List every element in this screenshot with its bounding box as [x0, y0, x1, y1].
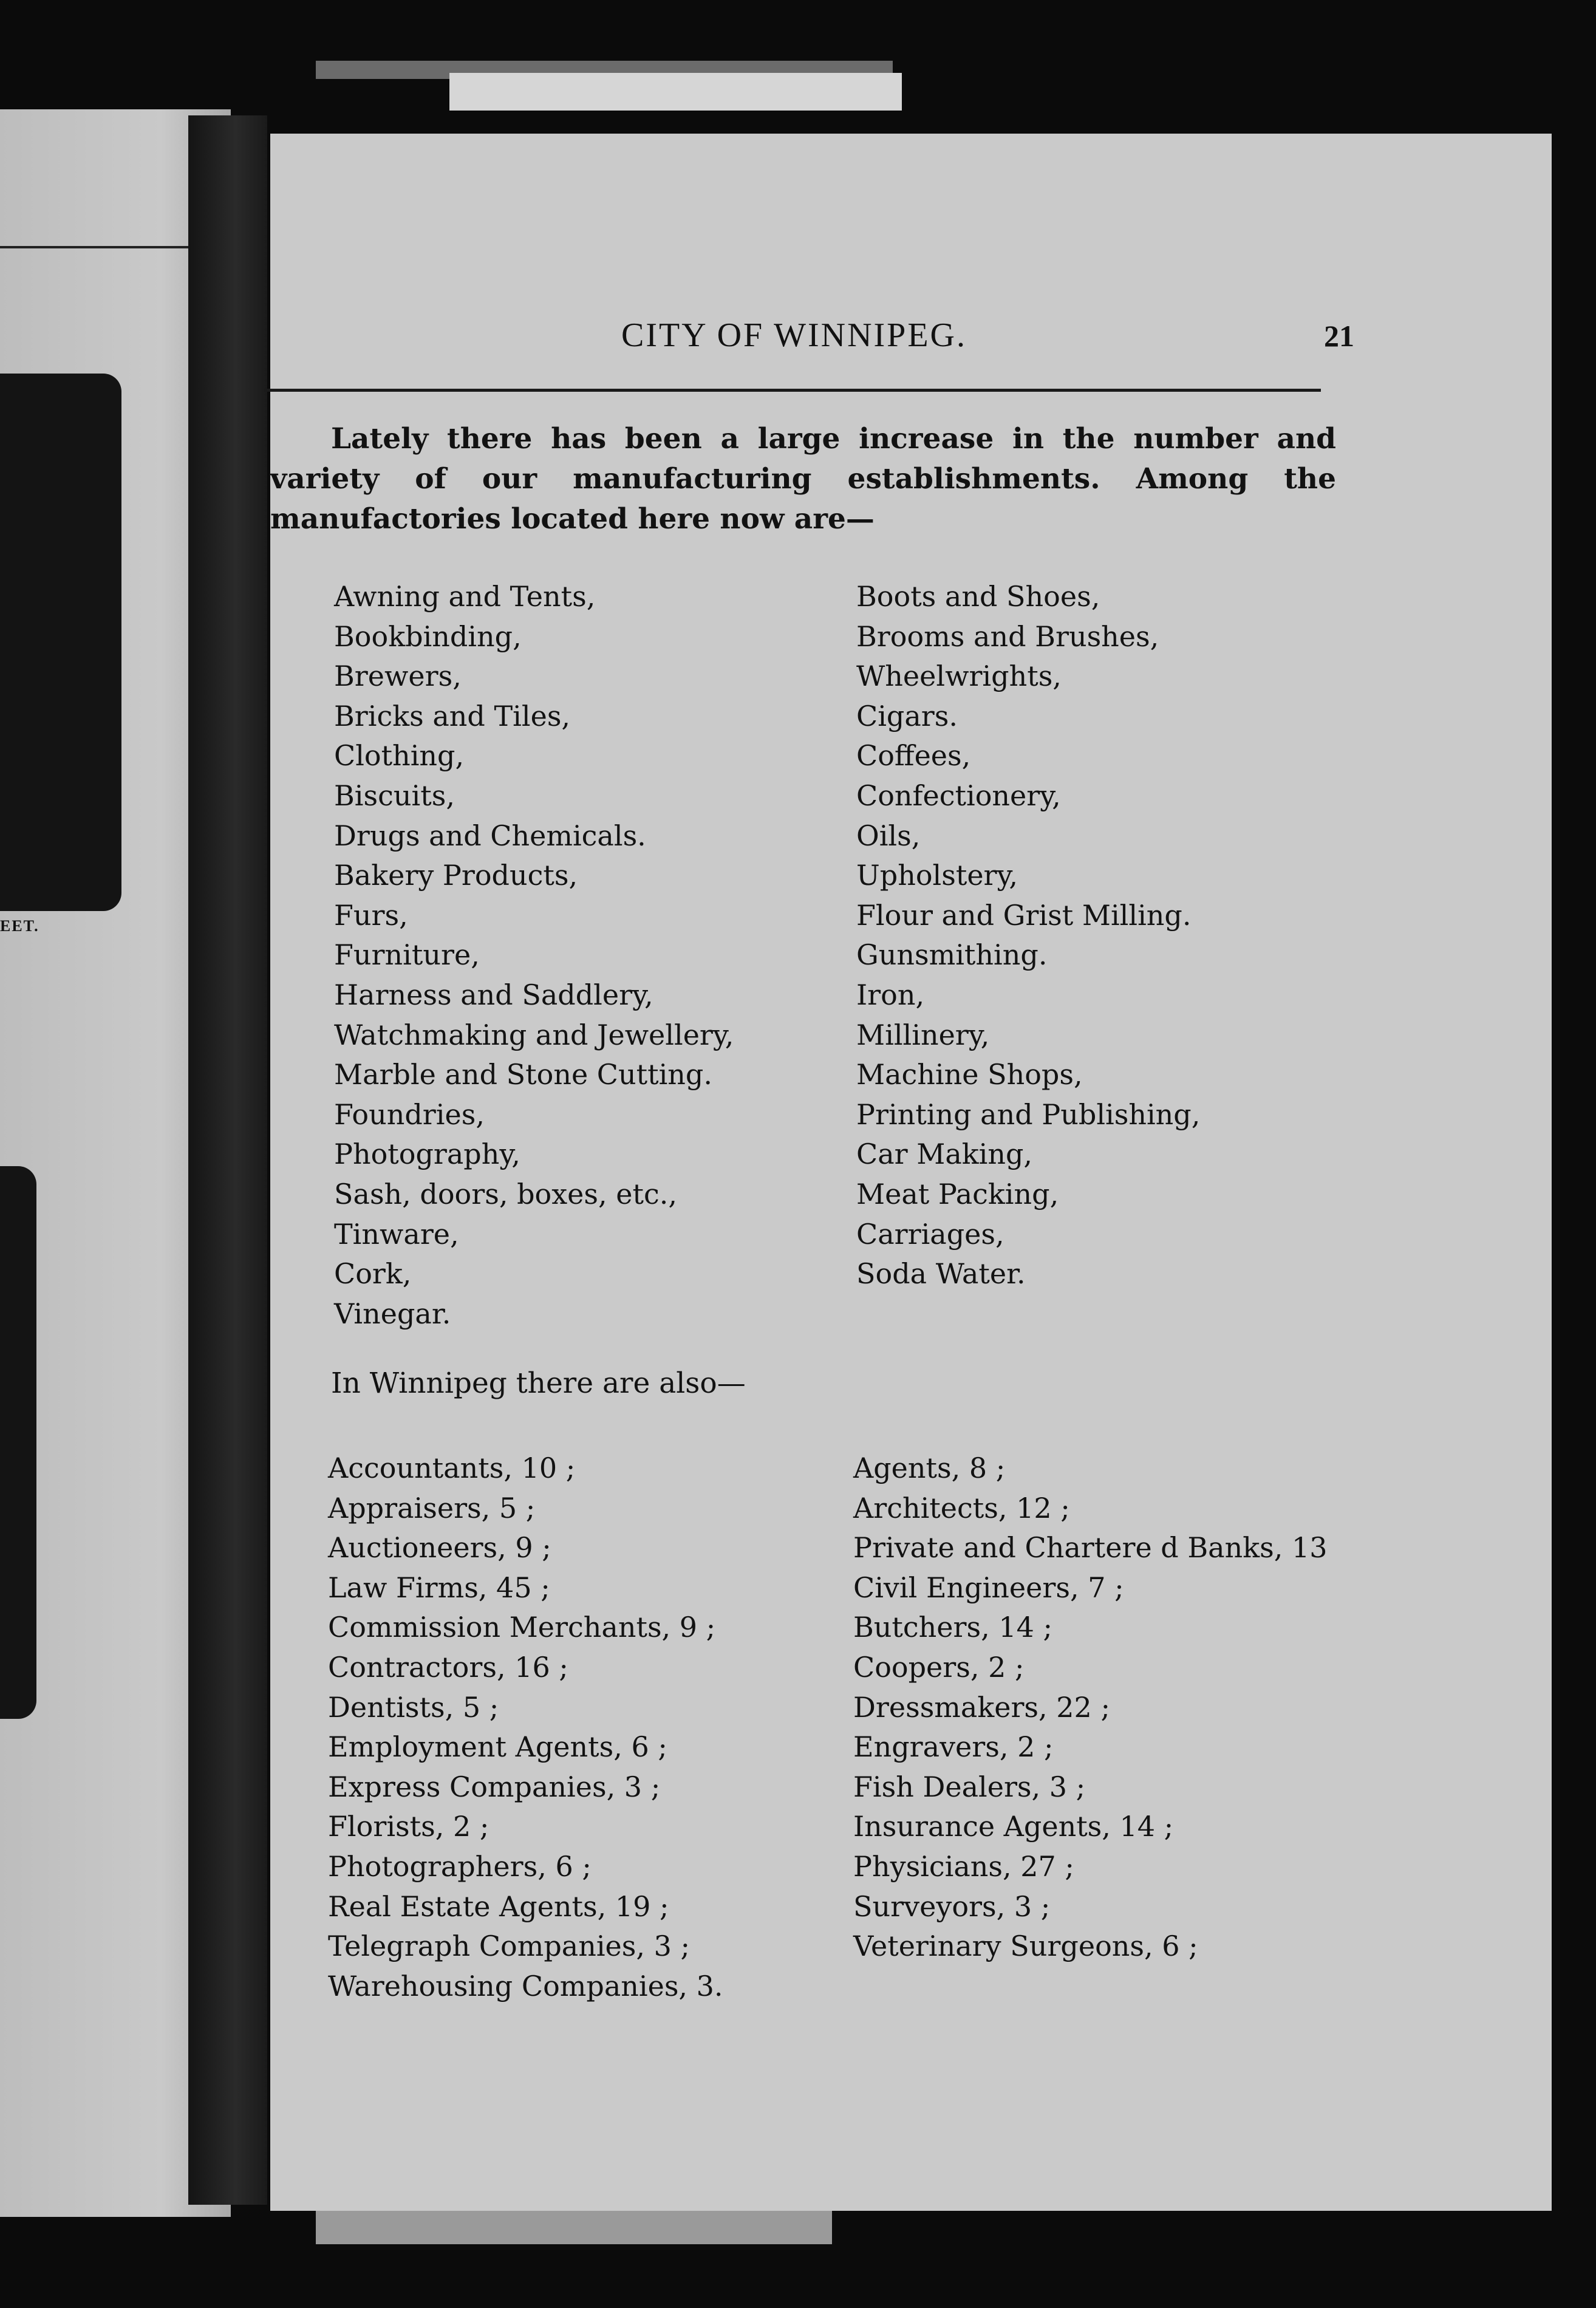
- list-item: Butchers, 14 ;: [853, 1611, 1053, 1644]
- left-page-photograph: [0, 374, 121, 911]
- scan-edge-bottom: [316, 2211, 832, 2244]
- list-item: Biscuits,: [334, 779, 455, 812]
- scan-edge-top-light: [449, 73, 902, 111]
- list-item: Wheelwrights,: [856, 660, 1062, 693]
- list-item: Brooms and Brushes,: [856, 620, 1159, 653]
- list-item: Photographers, 6 ;: [328, 1849, 592, 1883]
- list-item: Auctioneers, 9 ;: [328, 1531, 551, 1565]
- list-item: Boots and Shoes,: [856, 580, 1100, 613]
- list-item: Car Making,: [856, 1138, 1033, 1171]
- list-item: Cork,: [334, 1257, 412, 1291]
- list-item: Confectionery,: [856, 779, 1061, 812]
- list-item: Employment Agents, 6 ;: [328, 1730, 667, 1764]
- left-page-photograph-lower: [0, 1166, 36, 1719]
- list-item: Private and Chartere d Banks, 13: [853, 1531, 1328, 1565]
- list-item: Insurance Agents, 14 ;: [853, 1810, 1174, 1843]
- list-item: Dentists, 5 ;: [328, 1690, 499, 1724]
- list-item: Soda Water.: [856, 1257, 1026, 1291]
- list-item: Flour and Grist Milling.: [856, 898, 1192, 932]
- list-item: Photography,: [334, 1138, 520, 1171]
- list-item: Veterinary Surgeons, 6 ;: [853, 1930, 1198, 1963]
- list-item: Warehousing Companies, 3.: [328, 1969, 723, 2002]
- list-item: Telegraph Companies, 3 ;: [328, 1930, 691, 1963]
- list-item: Millinery,: [856, 1018, 990, 1051]
- list-item: Florists, 2 ;: [328, 1810, 489, 1843]
- list-item: Furs,: [334, 898, 408, 932]
- list-item: Civil Engineers, 7 ;: [853, 1571, 1124, 1604]
- list-item: Iron,: [856, 978, 925, 1011]
- professions-list-right: [853, 1449, 1327, 1967]
- list-item: Commission Merchants, 9 ;: [328, 1611, 716, 1644]
- list-item: Law Firms, 45 ;: [328, 1571, 550, 1604]
- left-page-rule: [0, 246, 219, 248]
- list-item: Real Estate Agents, 19 ;: [328, 1890, 669, 1923]
- list-item: Machine Shops,: [856, 1058, 1083, 1091]
- list-item: Oils,: [856, 819, 921, 852]
- list-item: Accountants, 10 ;: [328, 1452, 576, 1484]
- left-page-caption: EET.: [0, 917, 39, 935]
- professions-list-left: [328, 1449, 723, 2006]
- list-item: Physicians, 27 ;: [853, 1849, 1074, 1883]
- list-item: Marble and Stone Cutting.: [334, 1058, 712, 1091]
- list-item: Furniture,: [334, 938, 480, 972]
- list-item: Watchmaking and Jewellery,: [334, 1018, 734, 1051]
- list-item: Vinegar.: [334, 1297, 451, 1330]
- list-item: Coopers, 2 ;: [853, 1650, 1025, 1684]
- list-item: Harness and Saddlery,: [334, 978, 653, 1011]
- list-item: Appraisers, 5 ;: [328, 1491, 536, 1524]
- list-item: Surveyors, 3 ;: [853, 1890, 1051, 1923]
- list-item: Printing and Publishing,: [856, 1098, 1201, 1131]
- list-item: Clothing,: [334, 739, 465, 773]
- list-item: Bakery Products,: [334, 859, 578, 892]
- also-heading: In Winnipeg there are also—: [331, 1367, 746, 1400]
- list-item: Dressmakers, 22 ;: [853, 1690, 1110, 1724]
- list-item: Brewers,: [334, 660, 462, 693]
- book-gutter: [188, 115, 267, 2205]
- list-item: Bricks and Tiles,: [334, 699, 571, 732]
- list-item: Carriages,: [856, 1217, 1004, 1251]
- intro-paragraph: [270, 419, 1336, 539]
- list-item: Drugs and Chemicals.: [334, 819, 646, 852]
- list-item: Cigars.: [856, 699, 958, 732]
- list-item: Upholstery,: [856, 859, 1018, 892]
- list-item: Agents, 8 ;: [853, 1452, 1006, 1484]
- page-header: [270, 316, 1354, 364]
- list-item: Express Companies, 3 ;: [328, 1770, 661, 1803]
- list-item: Gunsmithing.: [856, 938, 1048, 972]
- list-item: Architects, 12 ;: [853, 1491, 1070, 1524]
- list-item: Contractors, 16 ;: [328, 1650, 568, 1684]
- list-item: Foundries,: [334, 1098, 485, 1131]
- list-item: Tinware,: [334, 1217, 459, 1251]
- page-number: 21: [1324, 319, 1354, 353]
- list-item: Coffees,: [856, 739, 971, 773]
- manufactories-list-left: [334, 577, 734, 1334]
- list-item: Awning and Tents,: [334, 580, 596, 613]
- list-item: Meat Packing,: [856, 1177, 1059, 1210]
- intro-text: Lately there has been a large increase in the number and variety of our manufacturing establishments. Among the manufactories located here now are—: [270, 422, 1336, 536]
- document-page: [270, 134, 1552, 2211]
- list-item: Sash, doors, boxes, etc.,: [334, 1177, 677, 1210]
- list-item: Engravers, 2 ;: [853, 1730, 1054, 1764]
- manufactories-list-right: [856, 577, 1200, 1294]
- list-item: Bookbinding,: [334, 620, 522, 653]
- list-item: Fish Dealers, 3 ;: [853, 1770, 1086, 1803]
- header-rule: [264, 389, 1321, 392]
- running-title: CITY OF WINNIPEG.: [621, 316, 967, 354]
